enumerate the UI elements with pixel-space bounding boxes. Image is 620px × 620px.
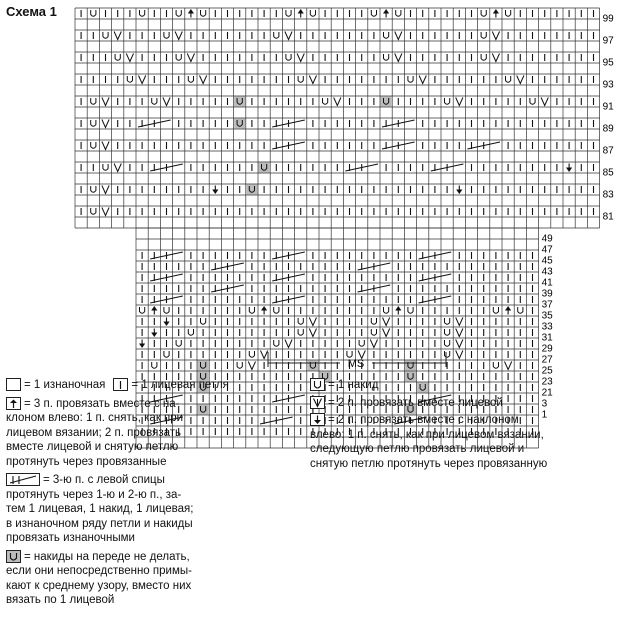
legend-ssk: = 2 п. провязать вместе с наклоном влево: 1 п. снять, как при лицевом вязании, следующую петлю провязать лицевой и снятую петлю протянуть через провязанную [310, 414, 548, 470]
yo-stitch [115, 54, 120, 60]
purl-symbol-icon [6, 378, 21, 391]
k2tog-stitch [297, 54, 304, 62]
k3tog-stitch-head [188, 9, 194, 14]
yo-stitch [286, 54, 291, 60]
k3tog-stitch-head [298, 9, 304, 14]
yo-stitch [286, 10, 291, 16]
yo-stitch [371, 318, 376, 324]
k2tog-stitch [456, 351, 463, 359]
k2tog-stitch [102, 120, 109, 128]
k2tog-stitch [248, 362, 255, 370]
row-label: 85 [602, 167, 614, 179]
row-label: 81 [602, 211, 614, 223]
row-label: 99 [602, 13, 614, 25]
k2tog-stitch [102, 208, 109, 216]
ssk-stitch-head [566, 168, 572, 173]
row-label: 87 [602, 145, 614, 157]
yo-stitch [298, 76, 303, 82]
grey-cell [234, 119, 245, 129]
row-label: 83 [602, 189, 614, 201]
row-label: 45 [541, 255, 553, 267]
yo-stitch [164, 351, 169, 357]
k2tog-stitch [456, 318, 463, 326]
k2tog-stitch [175, 32, 182, 40]
yo-symbol-icon [310, 378, 325, 391]
yo-stitch [140, 10, 145, 16]
k2tog-stitch [139, 76, 146, 84]
yo-stitch [493, 307, 498, 313]
k2tog-stitch [370, 340, 377, 348]
k2tog-stitch [187, 54, 194, 62]
k2tog-stitch [102, 142, 109, 150]
yo-stitch [481, 32, 486, 38]
k2tog-stitch [200, 76, 207, 84]
legend-purl: = 1 изнаночная = 1 лицевая петля [6, 378, 311, 393]
yo-stitch [274, 32, 279, 38]
row-label: 89 [602, 123, 614, 135]
ssk-symbol-icon [310, 413, 325, 426]
grey-yo-symbol-icon [6, 550, 21, 563]
row-label: 95 [602, 57, 614, 69]
legend-left [6, 378, 311, 608]
yo-stitch [91, 142, 96, 148]
yo-stitch [371, 329, 376, 335]
grey-cell [381, 97, 392, 107]
cross-symbol-icon [6, 473, 40, 486]
yo-stitch [408, 307, 413, 313]
yo-stitch [164, 307, 169, 313]
k2tog-stitch [114, 32, 121, 40]
k2tog-stitch [456, 340, 463, 348]
k2tog-stitch [541, 98, 548, 106]
row-label: 29 [541, 343, 553, 355]
k2tog-stitch [395, 32, 402, 40]
k2tog-stitch [114, 164, 121, 172]
yo-stitch [310, 10, 315, 16]
k2tog-stitch [492, 54, 499, 62]
k2tog-stitch [383, 329, 390, 337]
yo-stitch [91, 10, 96, 16]
yo-stitch [237, 362, 242, 368]
row-label: 37 [541, 299, 553, 311]
yo-stitch [384, 32, 389, 38]
yo-stitch [298, 329, 303, 335]
k2tog-stitch [456, 98, 463, 106]
row-label: 97 [602, 35, 614, 47]
k2tog-stitch [456, 329, 463, 337]
row-label: 49 [541, 233, 553, 245]
ssk-stitch-head [456, 190, 462, 195]
k2tog-stitch [309, 329, 316, 337]
yo-stitch [176, 340, 181, 346]
yo-stitch [384, 307, 389, 313]
grid-top-block [75, 8, 600, 228]
k2tog-stitch [102, 186, 109, 194]
grey-cell [259, 163, 270, 173]
k2tog-stitch [419, 76, 426, 84]
row-label: 91 [602, 101, 614, 113]
yo-stitch [103, 32, 108, 38]
k3tog-stitch-head [261, 306, 267, 311]
k2tog-stitch [261, 351, 268, 359]
yo-stitch [445, 318, 450, 324]
yo-stitch [249, 351, 254, 357]
k2tog-stitch [517, 76, 524, 84]
row-label: 25 [541, 365, 553, 377]
k3tog-stitch-head [493, 9, 499, 14]
k3tog-stitch-head [383, 9, 389, 14]
yo-stitch [445, 329, 450, 335]
grey-cell [246, 185, 257, 195]
yo-stitch [152, 98, 157, 104]
yo-stitch [347, 351, 352, 357]
yo-stitch [371, 10, 376, 16]
yo-stitch [408, 76, 413, 82]
yo-stitch [91, 208, 96, 214]
legend-k2tog: = 2 п. провязать вместе лицевой [310, 396, 615, 411]
row-label: 35 [541, 310, 553, 322]
yo-stitch [249, 307, 254, 313]
legend-grey: = накиды на переде не делать, если они непосредственно примы- кают к среднему узору, вместо них вязать по 1 лицевой [6, 550, 192, 606]
yo-stitch [481, 54, 486, 60]
yo-stitch [530, 98, 535, 104]
grey-cell [198, 361, 209, 371]
yo-stitch [140, 307, 145, 313]
chart-title: Схема 1 [6, 4, 57, 19]
k2tog-stitch [492, 32, 499, 40]
row-label: 41 [541, 277, 553, 289]
yo-stitch [359, 340, 364, 346]
yo-stitch [201, 318, 206, 324]
row-label: 43 [541, 266, 553, 278]
row-label: 3 [541, 398, 548, 410]
ssk-stitch-head [151, 333, 157, 338]
yo-stitch [152, 362, 157, 368]
yo-stitch [493, 362, 498, 368]
ssk-stitch-head [163, 322, 169, 327]
k2tog-stitch [285, 32, 292, 40]
k2tog-stitch [309, 318, 316, 326]
yo-stitch [176, 54, 181, 60]
k3tog-stitch-head [395, 306, 401, 311]
row-label: 23 [541, 376, 553, 388]
yo-stitch [445, 351, 450, 357]
yo-stitch [506, 76, 511, 82]
knit-symbol-icon [113, 378, 128, 391]
yo-stitch [518, 307, 523, 313]
legend-yo: = 1 накид [310, 378, 615, 393]
k2tog-stitch [309, 76, 316, 84]
row-label: 27 [541, 354, 553, 366]
k3tog-stitch-head [151, 306, 157, 311]
row-label: 33 [541, 321, 553, 333]
grey-cell [234, 97, 245, 107]
yo-stitch [127, 76, 132, 82]
yo-stitch [188, 76, 193, 82]
row-label: 1 [541, 409, 548, 421]
row-label: 93 [602, 79, 614, 91]
yo-stitch [481, 10, 486, 16]
grey-cell [307, 361, 318, 371]
ms-label: MS [347, 358, 365, 370]
ssk-stitch-head [139, 344, 145, 349]
k2tog-stitch [505, 362, 512, 370]
ssk-stitch-head [212, 190, 218, 195]
yo-stitch [164, 32, 169, 38]
grey-cell [405, 361, 416, 371]
k2tog-stitch [102, 98, 109, 106]
legend-k3tog: = 3 п. провязать вместе с на- клоном влево: 1 п. снять, как при лицевом вязании; 2 п. провязать вместе лицевой и снятую петлю протянуть через провязанные [6, 397, 184, 468]
yo-stitch [188, 329, 193, 335]
yo-stitch [176, 10, 181, 16]
yo-stitch [445, 98, 450, 104]
legend-right [310, 378, 615, 471]
yo-stitch [274, 307, 279, 313]
k3tog-symbol-icon [6, 397, 21, 410]
yo-stitch [445, 340, 450, 346]
k2tog-stitch [334, 98, 341, 106]
yo-stitch [103, 164, 108, 170]
row-label: 31 [541, 332, 553, 344]
k2tog-stitch [383, 318, 390, 326]
k2tog-stitch [395, 54, 402, 62]
yo-stitch [91, 120, 96, 126]
yo-stitch [323, 98, 328, 104]
row-label: 21 [541, 387, 553, 399]
row-label: 39 [541, 288, 553, 300]
k2tog-stitch [126, 54, 133, 62]
row-label: 47 [541, 244, 553, 256]
yo-stitch [274, 340, 279, 346]
yo-stitch [298, 318, 303, 324]
k2tog-stitch [163, 98, 170, 106]
yo-stitch [91, 186, 96, 192]
k3tog-stitch-head [505, 306, 511, 311]
legend-cross: = 3-ю п. с левой спицы протянуть через 1-ю и 2-ю п., за- тем 1 лицевая, 1 накид, 1 лицевая; в изнаночном ряду петли и накиды провязать изнаночными [6, 474, 194, 544]
yo-stitch [396, 10, 401, 16]
yo-stitch [506, 10, 511, 16]
yo-stitch [91, 98, 96, 104]
yo-stitch [201, 10, 206, 16]
k2tog-symbol-icon [310, 396, 325, 409]
k2tog-stitch [285, 340, 292, 348]
yo-stitch [384, 54, 389, 60]
